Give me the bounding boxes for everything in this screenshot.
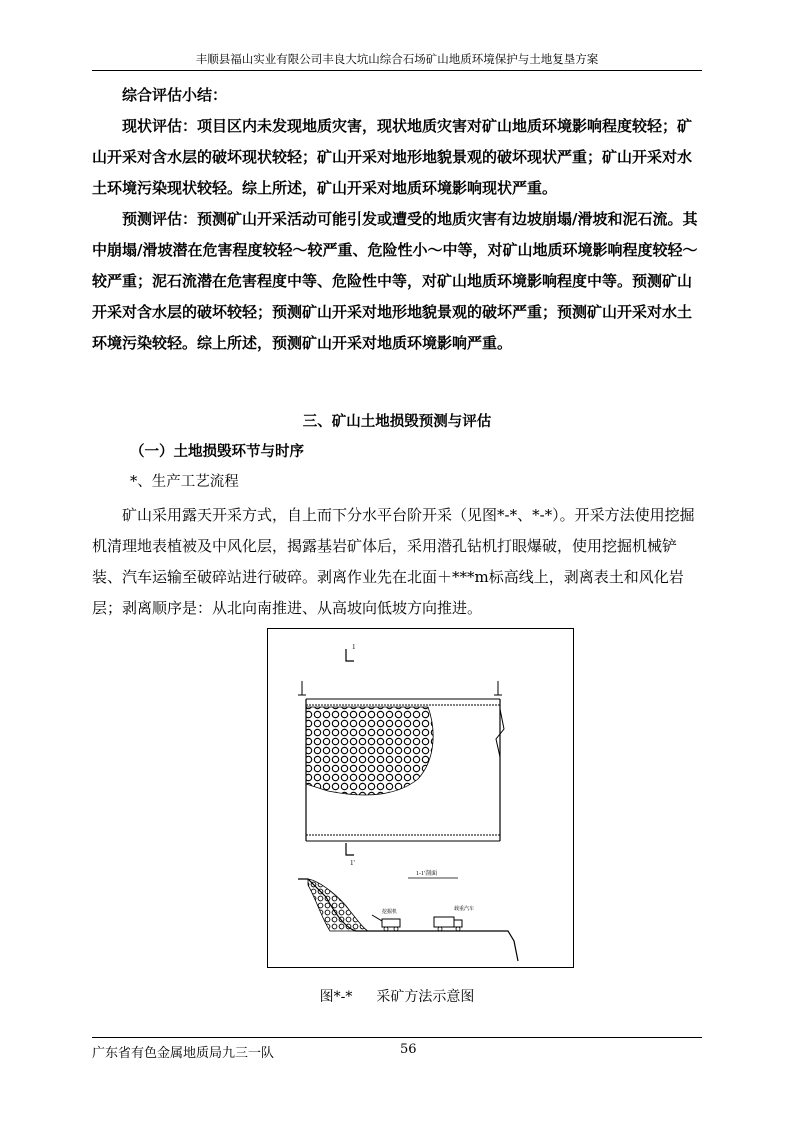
cross-section-view bbox=[298, 869, 518, 961]
profile-label: 1-1'剖面 bbox=[416, 871, 438, 877]
truck-icon bbox=[434, 917, 462, 931]
footer-rule bbox=[92, 1037, 702, 1038]
summary-current: 现状评估：项目区内未发现地质灾害，现状地质灾害对矿山地质环境影响程度较轻；矿山开采对含水层的破坏现状较轻；矿山开采对地形地貌景观的破坏现状严重；矿山开采对水土环境污染现状较轻。综上所述，矿山开采对地质环境影响现状严重。 bbox=[92, 117, 693, 197]
figure-title: 采矿方法示意图 bbox=[376, 989, 475, 1005]
item-title: *、生产工艺流程 bbox=[130, 474, 239, 490]
figure-number: 图*-* bbox=[319, 989, 353, 1005]
footer-org: 广东省有色金属地质局九三一队 bbox=[92, 1046, 275, 1061]
section-title: 三、矿山土地损毁预测与评估 bbox=[302, 413, 492, 430]
summary-heading: 综合评估小结： bbox=[122, 86, 228, 104]
header-rule bbox=[92, 70, 702, 71]
figure-caption bbox=[92, 986, 702, 1006]
truck-label: 载重汽车 bbox=[454, 907, 475, 912]
excavator-icon bbox=[372, 915, 400, 931]
section-mark-top: 1 bbox=[352, 643, 356, 651]
page-header: 丰顺县福山实业有限公司丰良大坑山综合石场矿山地质环境保护与土地复垦方案 bbox=[195, 52, 599, 66]
mining-method-figure bbox=[267, 628, 574, 968]
page-number: 56 bbox=[400, 1042, 417, 1057]
section-body: 矿山采用露天开采方式，自上而下分水平台阶开采（见图*-*、*-*）。开采方法使用挖掘机清理地表植被及中风化层，揭露基岩矿体后，采用潜孔钻机打眼爆破，使用挖掘机械铲装、汽车运输至破碎站进行破碎。剥离作业先在北面＋***m标高线上，剥离表土和风化岩层；剥离顺序是：从北向南推进、从高坡向低坡方向推进。 bbox=[92, 506, 695, 617]
plan-view bbox=[298, 643, 504, 867]
excavator-label: 挖掘机 bbox=[382, 910, 398, 915]
section-mark-bottom: 1' bbox=[350, 859, 355, 867]
summary-forecast: 预测评估：预测矿山开采活动可能引发或遭受的地质灾害有边坡崩塌/滑坡和泥石流。其中崩塌/滑坡潜在危害程度较轻～较严重、危险性小～中等，对矿山地质环境影响程度较轻～较严重；泥石流潜在危害程度中等、危险性中等，对矿山地质环境影响程度中等。预测矿山开采对含水层的破坏较轻；预测矿山开采对地形地貌景观的破坏严重；预测矿山开采对水土环境污染较轻。综上所述，预测矿山开采对地质环境影响严重。 bbox=[92, 210, 698, 352]
section-subtitle: （一）土地损毁环节与时序 bbox=[130, 443, 304, 460]
mining-method-diagram bbox=[268, 629, 573, 967]
